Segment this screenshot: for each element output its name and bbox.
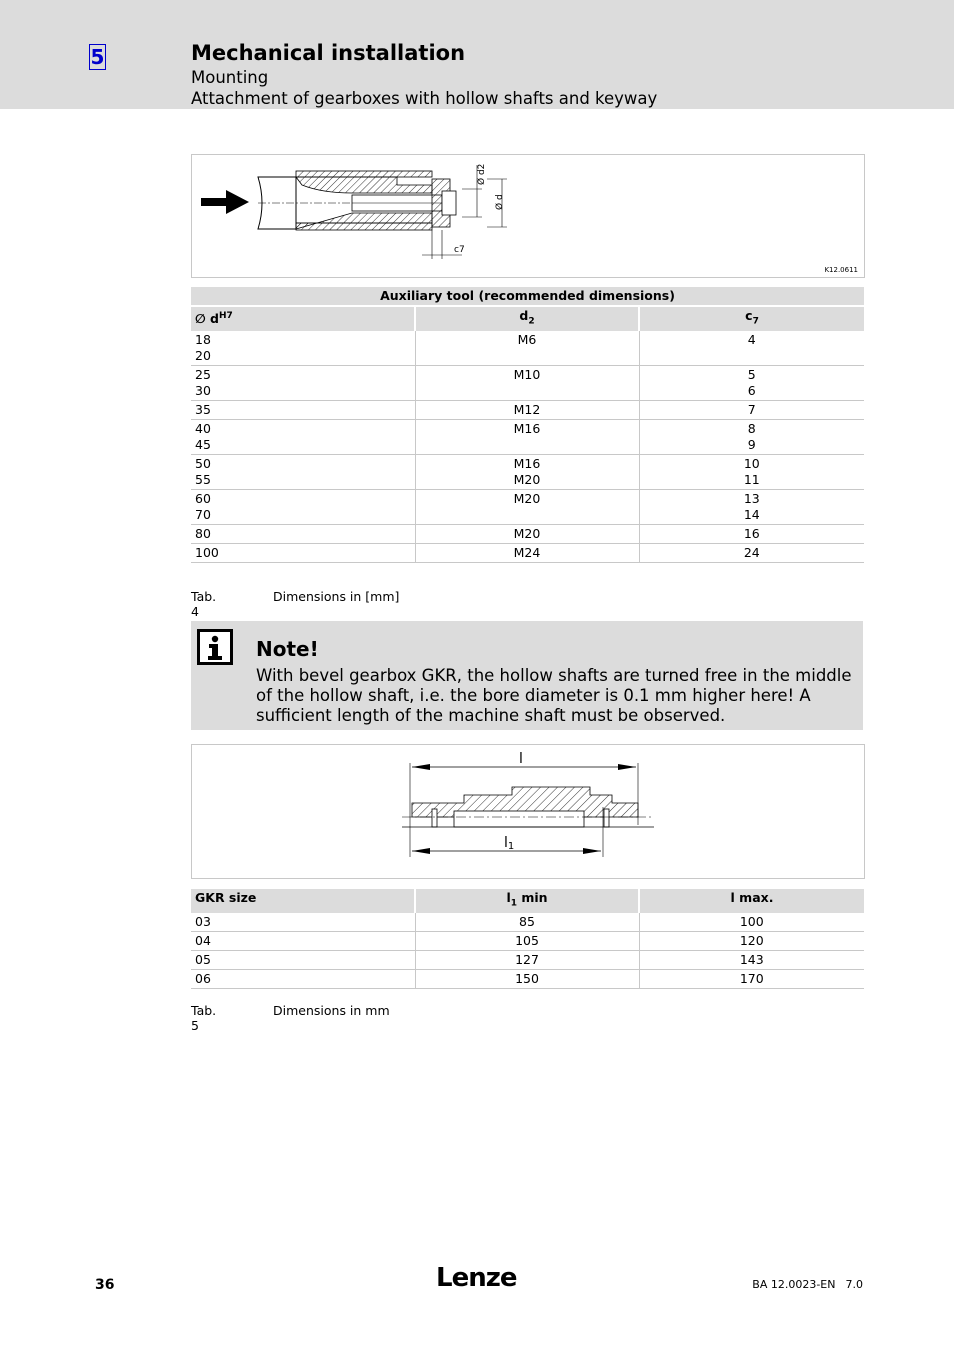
page-header [0, 0, 954, 109]
chapter-title: Mechanical installation [191, 41, 466, 65]
table-cell-d2: M16 M20 [415, 454, 639, 489]
page-number: 36 [95, 1277, 115, 1293]
table-cell-l1: 105 [415, 931, 639, 950]
table-cell-d: 18 20 [191, 331, 415, 366]
table-cell-d2: M20 [415, 524, 639, 543]
section-title: Mounting [191, 68, 269, 87]
table-cell-d2: M16 [415, 419, 639, 454]
table-cell-c7: 24 [639, 543, 864, 562]
c7-label: c7 [454, 245, 465, 255]
table-cell-d2: M10 [415, 365, 639, 400]
document-id: BA 12.0023-EN 7.0 [752, 1278, 863, 1291]
table-cell-c7: 4 [639, 331, 864, 366]
info-icon [197, 629, 233, 665]
d2-label: Ø d2 [477, 163, 487, 185]
table-cell-c7: 10 11 [639, 454, 864, 489]
table-row [191, 489, 864, 524]
table-cell-c7: 16 [639, 524, 864, 543]
table-row [191, 950, 864, 969]
table-cell-size: 06 [191, 969, 415, 988]
header-gkr-size: GKR size [191, 889, 415, 913]
table-cell-size: 05 [191, 950, 415, 969]
auxiliary-tool-drawing [192, 155, 866, 279]
table-row [191, 969, 864, 988]
table-cell-lmax: 170 [639, 969, 864, 988]
table-row [191, 331, 864, 366]
table-cell-lmax: 100 [639, 913, 864, 932]
header-c7: $c_7$ [639, 306, 864, 331]
subsection-title: Attachment of gearboxes with hollow shafts and keyway [191, 89, 658, 108]
header-l1-min: $l_1$ min [415, 889, 639, 913]
header-d: ∅ $d^{H7}$ [191, 306, 415, 331]
table-row [191, 524, 864, 543]
table-cell-size: 04 [191, 931, 415, 950]
table-cell-d: 25 30 [191, 365, 415, 400]
table-cell-c7: 8 9 [639, 419, 864, 454]
note-box [191, 621, 863, 730]
table-row [191, 454, 864, 489]
lenze-logo: Lenze [436, 1263, 517, 1293]
table-cell-c7: 5 6 [639, 365, 864, 400]
table-cell-d2: M24 [415, 543, 639, 562]
header-d2: $d_2$ [415, 306, 639, 331]
table-cell-d2: M6 [415, 331, 639, 366]
table-gkr-sizes [191, 889, 864, 989]
table-cell-d: 40 45 [191, 419, 415, 454]
table-cell-d: 60 70 [191, 489, 415, 524]
table-row [191, 913, 864, 932]
header-l-max: l max. [639, 889, 864, 913]
table-title: Auxiliary tool (recommended dimensions) [191, 287, 864, 306]
table-cell-d: 50 55 [191, 454, 415, 489]
hollow-shaft-drawing [192, 745, 866, 880]
figure-id: K12.0611 [824, 266, 858, 274]
table-row [191, 931, 864, 950]
table-row [191, 365, 864, 400]
table-cell-d: 100 [191, 543, 415, 562]
l1-label: l1 [504, 835, 515, 852]
table-cell-l1: 127 [415, 950, 639, 969]
table-cell-l1: 150 [415, 969, 639, 988]
note-title: Note! [256, 637, 319, 661]
table-row [191, 419, 864, 454]
d-label: Ø d [495, 194, 505, 210]
l-label: l [519, 751, 523, 767]
note-text: With bevel gearbox GKR, the hollow shafts are turned free in the middle of the hollow shaft, i.e. the bore diameter is 0.1 mm higher here! A sufficient length of the machine shaft must be observed. [256, 666, 852, 725]
table-row [191, 400, 864, 419]
table-row [191, 543, 864, 562]
direction-arrow [201, 190, 249, 214]
table-cell-c7: 13 14 [639, 489, 864, 524]
table-cell-d2: M20 [415, 489, 639, 524]
auxiliary-tool-figure [191, 154, 865, 278]
table-cell-l1: 85 [415, 913, 639, 932]
table-cell-lmax: 120 [639, 931, 864, 950]
table-cell-d2: M12 [415, 400, 639, 419]
chapter-number: 5 [90, 45, 105, 69]
table-cell-lmax: 143 [639, 950, 864, 969]
table-auxiliary-tool [191, 287, 864, 563]
table-cell-d: 35 [191, 400, 415, 419]
table-cell-d: 80 [191, 524, 415, 543]
hollow-shaft-figure [191, 744, 865, 879]
table-cell-c7: 7 [639, 400, 864, 419]
table-cell-size: 03 [191, 913, 415, 932]
